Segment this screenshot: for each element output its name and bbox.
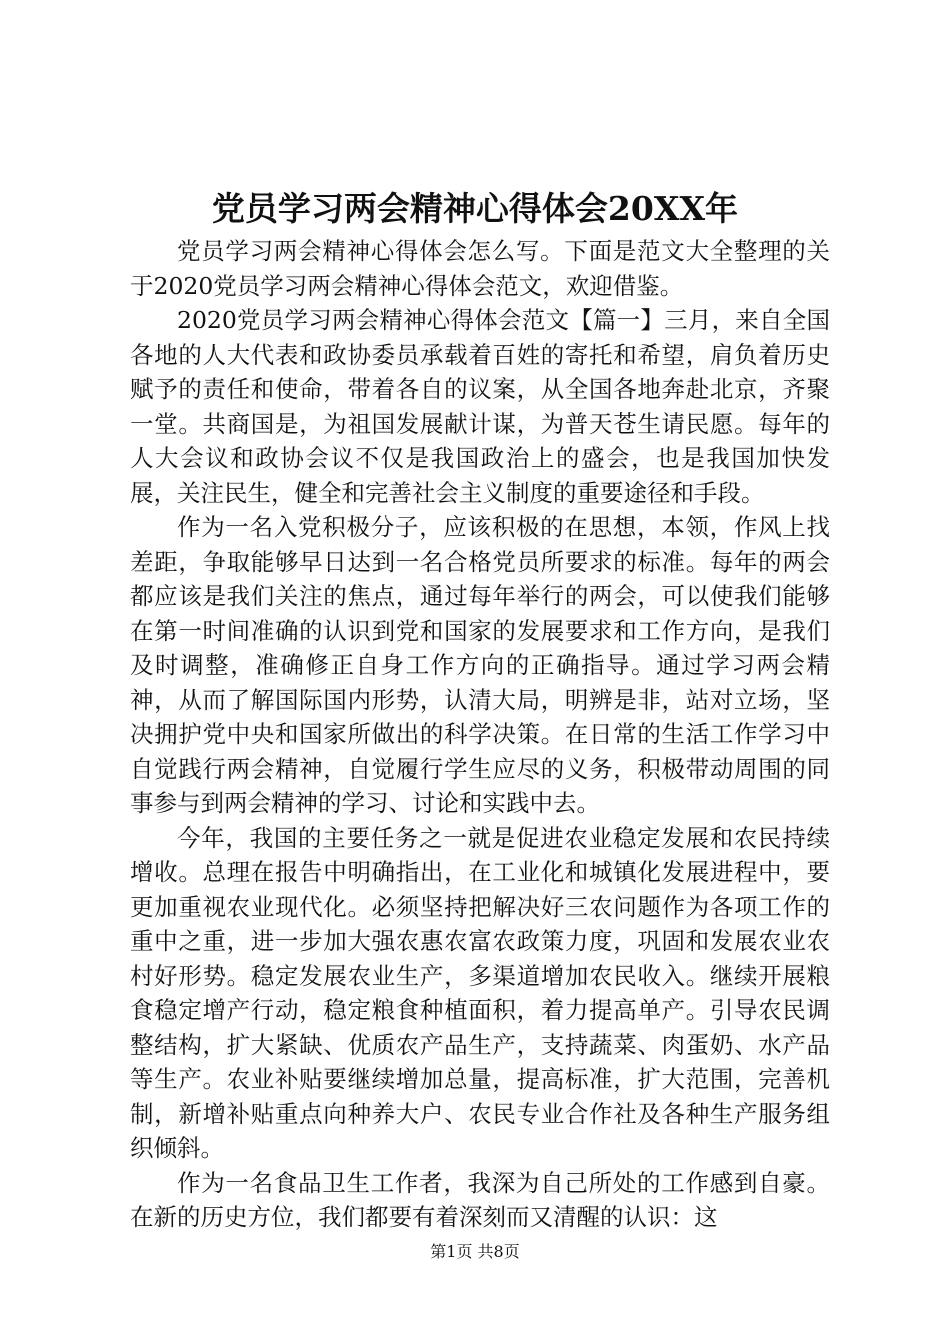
page-number-footer: 第1页 共8页 bbox=[430, 1242, 520, 1261]
paragraph-section-one: 2020党员学习两会精神心得体会范文【篇一】三月，来自全国各地的人大代表和政协委员承载着百姓的寄托和希望，肩负着历史赋予的责任和使命，带着各自的议案，从全国各地奔赴北京，齐聚一堂。共商国是，为祖国发展献计谋，为普天苍生请民愿。每年的人大会议和政协会议不仅是我国政治上的盛会，也是我国加快发展，关注民生，健全和完善社会主义制度的重要途径和手段。 bbox=[130, 306, 830, 507]
paragraph-agriculture: 今年，我国的主要任务之一就是促进农业稳定发展和农民持续增收。总理在报告中明确指出，在工业化和城镇化发展进程中，要更加重视农业现代化。必须坚持把解决好三农问题作为各项工作的重中之重，进一步加大强农惠农富农政策力度，巩固和发展农业农村好形势。稳定发展农业生产，多渠道增加农民收入。继续开展粮食稳定增产行动，稳定粮食种植面积，着力提高单产。引导农民调整结构，扩大紧缺、优质农产品生产，支持蔬菜、肉蛋奶、水产品等生产。农业补贴要继续增加总量，提高标准，扩大范围，完善机制，新增补贴重点向种养大户、农民专业合作社及各种生产服务组织倾斜。 bbox=[130, 823, 830, 1162]
paragraph-activist: 作为一名入党积极分子，应该积极的在思想，本领，作风上找差距，争取能够早日达到一名合格党员所要求的标准。每年的两会都应该是我们关注的焦点，通过每年举行的两会，可以使我们能够在第一时间准确的认识到党和国家的发展要求和工作方向，是我们及时调整，准确修正自身工作方向的正确指导。通过学习两会精神，从而了解国际国内形势，认清大局，明辨是非，站对立场，坚决拥护党中央和国家所做出的科学决策。在日常的生活工作学习中自觉践行两会精神，自觉履行学生应尽的义务，积极带动周围的同事参与到两会精神的学习、讨论和实践中去。 bbox=[130, 513, 830, 817]
document-body bbox=[130, 234, 830, 1235]
document-title: 党员学习两会精神心得体会20XX年 bbox=[211, 189, 739, 228]
paragraph-intro: 党员学习两会精神心得体会怎么写。下面是范文大全整理的关于2020党员学习两会精神心得体会范文，欢迎借鉴。 bbox=[130, 237, 830, 300]
paragraph-food-safety: 作为一名食品卫生工作者，我深为自己所处的工作感到自豪。在新的历史方位，我们都要有着深刻而又清醒的认识：这 bbox=[130, 1168, 830, 1231]
